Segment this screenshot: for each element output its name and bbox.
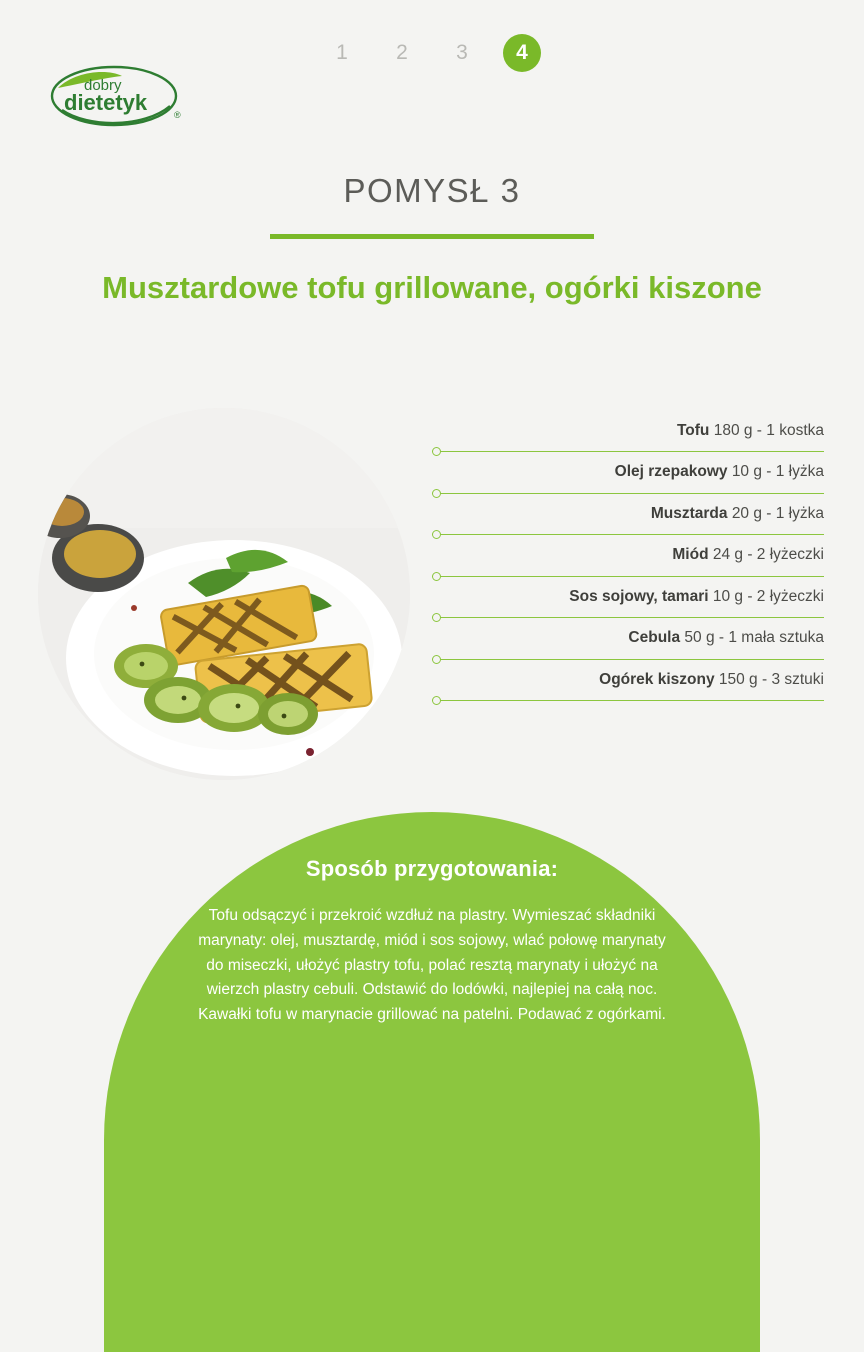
recipe-photo xyxy=(38,408,410,780)
bullet-dot-icon xyxy=(432,696,441,705)
ingredient-name: Cebula xyxy=(628,629,681,647)
preparation-heading: Sposób przygotowania: xyxy=(305,856,559,881)
ingredient-row xyxy=(432,627,824,659)
bullet-dot-icon xyxy=(432,655,441,664)
bullet-dot-icon xyxy=(432,489,441,498)
ingredient-row xyxy=(432,420,824,452)
ingredient-name: Miód xyxy=(672,546,709,564)
ingredient-row xyxy=(432,586,824,618)
page-number-4[interactable]: 4 xyxy=(503,34,541,72)
page-number-2[interactable]: 2 xyxy=(396,41,408,64)
ingredient-amount: 24 g - 2 łyżeczki xyxy=(712,546,824,564)
ingredient-name: Tofu xyxy=(676,422,710,439)
bullet-dot-icon xyxy=(432,572,441,581)
svg-text:dietetyk: dietetyk xyxy=(64,90,148,115)
svg-text:®: ® xyxy=(174,110,181,120)
ingredient-row xyxy=(432,503,824,535)
bullet-dot-icon xyxy=(432,530,441,539)
ingredient-name: Musztarda xyxy=(650,504,728,522)
ingredient-row xyxy=(432,669,824,701)
ingredient-row xyxy=(432,544,824,576)
ingredient-amount: 10 g - 2 łyżeczki xyxy=(712,587,824,605)
recipe-title: Musztardowe tofu grillowane, ogórki kiszone xyxy=(102,270,762,305)
ingredient-amount: 10 g - 1 łyżka xyxy=(731,463,824,481)
svg-text:dobry: dobry xyxy=(84,77,122,94)
brand-logo xyxy=(48,62,198,134)
ingredient-name: Olej rzepakowy xyxy=(614,463,728,481)
ingredient-row xyxy=(432,461,824,493)
idea-label: POMYSŁ 3 xyxy=(343,172,521,209)
preparation-text: Tofu odsączyć i przekroić wzdłuż na plastry. Wymieszać składniki marynaty: olej, musztardę, miód i sos sojowy, wlać połowę marynaty do miseczki, ułożyć plastry tofu, polać resztą marynaty i ułożyć na wierzch plastry cebuli. Odstawić do lodówki, najlepiej na całą noc. Kawałki tofu w marynacie grillować na patelni. Podawać z ogórkami. xyxy=(198,907,666,1024)
ingredients-list xyxy=(432,420,824,701)
ingredient-amount: 50 g - 1 mała sztuka xyxy=(684,629,824,647)
page-number-1[interactable]: 1 xyxy=(336,41,348,64)
title-divider xyxy=(270,234,594,239)
bullet-dot-icon xyxy=(432,447,441,456)
preparation-panel xyxy=(104,812,760,1352)
bullet-dot-icon xyxy=(432,613,441,622)
ingredient-name: Sos sojowy, tamari xyxy=(569,587,709,605)
ingredient-name: Ogórek kiszony xyxy=(599,670,715,688)
ingredient-amount: 180 g - 1 kostka xyxy=(713,422,824,439)
ingredient-amount: 20 g - 1 łyżka xyxy=(731,504,824,522)
ingredient-amount: 150 g - 3 sztuki xyxy=(718,670,824,688)
page-number-3[interactable]: 3 xyxy=(456,41,468,64)
